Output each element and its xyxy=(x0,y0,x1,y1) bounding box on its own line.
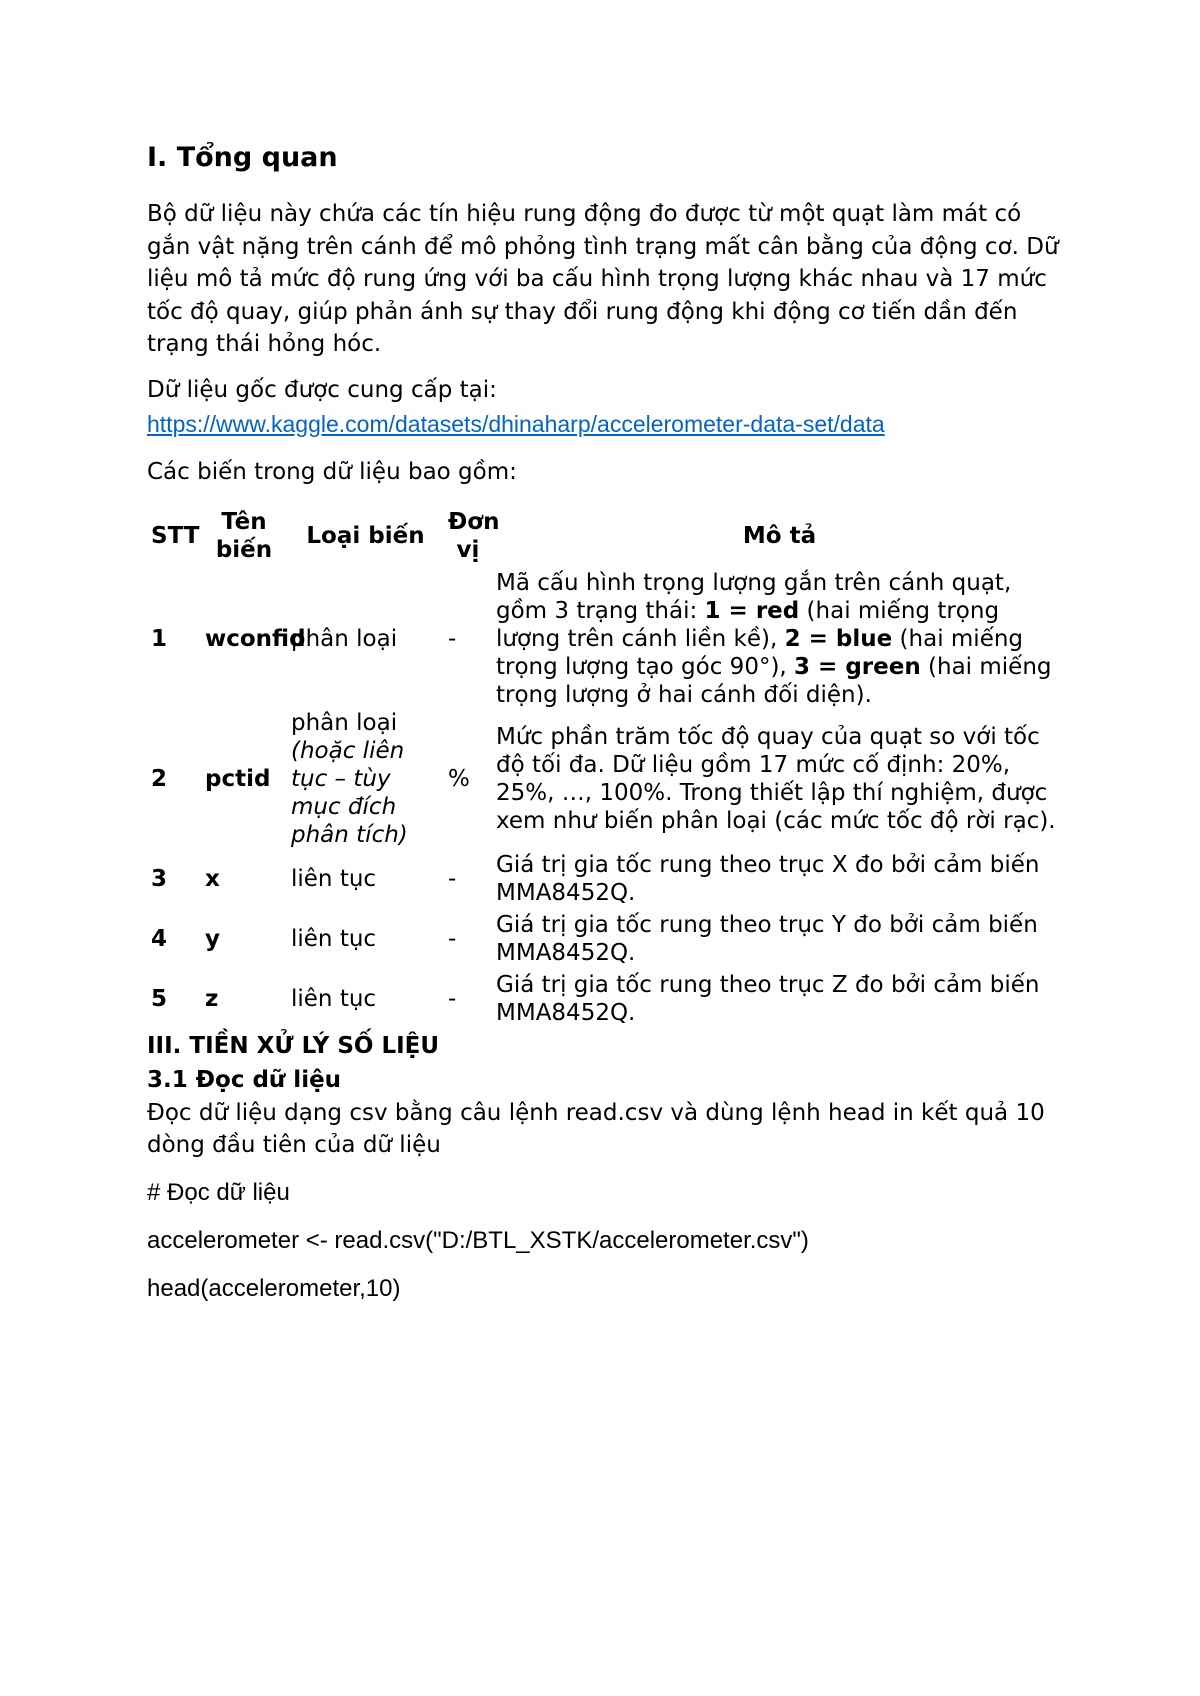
cell-unit: - xyxy=(448,865,457,892)
document-page xyxy=(147,140,1067,1320)
kind-text: phân loại xyxy=(291,709,398,736)
cell-unit: - xyxy=(448,625,457,652)
overview-paragraph: Bộ dữ liệu này chứa các tín hiệu rung động đo được từ một quạt làm mát có gắn vật nặng trên cánh để mô phỏng tình trạng mất cân bằng của động cơ. Dữ liệu mô tả mức độ rung ứng với ba cấu hình trọng lượng khác nhau và 17 mức tốc độ quay, giúp phản ánh sự thay đổi rung động khi động cơ tiến dần đến trạng thái hỏng hóc. xyxy=(147,201,1059,357)
table-header-row xyxy=(147,503,1067,569)
cell-stt: 3 xyxy=(151,865,168,892)
cell-kind: liên tục xyxy=(291,985,377,1012)
cell-desc: Giá trị gia tốc rung theo trục Y đo bởi cảm biến MMA8452Q. xyxy=(496,911,1038,966)
cell-kind: phân loại xyxy=(291,625,398,652)
code-comment-line: # Đọc dữ liệu xyxy=(147,1178,290,1206)
table-row xyxy=(147,969,1067,1029)
cell-kind xyxy=(287,709,444,849)
cell-unit: - xyxy=(448,925,457,952)
table-row xyxy=(147,709,1067,849)
cell-kind: liên tục xyxy=(291,865,377,892)
cell-desc: Giá trị gia tốc rung theo trục X đo bởi cảm biến MMA8452Q. xyxy=(496,851,1040,906)
cell-desc: Giá trị gia tốc rung theo trục Z đo bởi cảm biến MMA8452Q. xyxy=(496,971,1040,1026)
cell-unit: % xyxy=(448,765,470,792)
cell-stt: 5 xyxy=(151,985,168,1012)
desc-text: Mã cấu hình trọng lượng gắn trên cánh quạt, gồm 3 trạng thái: xyxy=(496,569,1012,624)
kaggle-source-link[interactable]: https://www.kaggle.com/datasets/dhinaharp/accelerometer-data-set/data xyxy=(147,410,885,437)
header-stt: STT xyxy=(151,522,200,549)
cell-name: y xyxy=(205,925,220,952)
header-unit: Đơn vị xyxy=(448,508,500,563)
cell-stt: 4 xyxy=(151,925,168,952)
kind-note: (hoặc liên tục – tùy mục đích phân tích) xyxy=(291,737,408,848)
variables-table xyxy=(147,503,1067,1029)
source-label: Dữ liệu gốc được cung cấp tại: xyxy=(147,376,497,403)
cell-name: z xyxy=(205,985,219,1012)
table-row xyxy=(147,849,1067,909)
preprocessing-heading: III. TIỀN XỬ LÝ SỐ LIỆU xyxy=(147,1032,440,1059)
cell-stt: 1 xyxy=(151,625,168,652)
header-kind: Loại biến xyxy=(306,522,425,549)
cell-unit: - xyxy=(448,985,457,1012)
desc-text: (hai miếng trọng lượng tạo góc 90°), xyxy=(496,625,1024,680)
desc-blue: 2 = blue xyxy=(784,625,893,652)
cell-name: x xyxy=(205,865,220,892)
desc-text: (hai miếng trọng lượng trên cánh liền kề), xyxy=(496,597,1000,652)
overview-heading: I. Tổng quan xyxy=(147,142,338,173)
cell-desc: Mức phần trăm tốc độ quay của quạt so với tốc độ tối đa. Dữ liệu gồm 17 mức cố định: 20%, 25%, …, 100%. Trong thiết lập thí nghiệm, được xem như biến phân loại (các mức tốc độ rời rạc). xyxy=(496,723,1056,834)
variables-intro: Các biến trong dữ liệu bao gồm: xyxy=(147,458,517,485)
read-data-paragraph: Đọc dữ liệu dạng csv bằng câu lệnh read.csv và dùng lệnh head in kết quả 10 dòng đầu tiên của dữ liệu xyxy=(147,1099,1045,1158)
table-row xyxy=(147,569,1067,709)
read-data-heading: 3.1 Đọc dữ liệu xyxy=(147,1066,342,1093)
code-read-csv-line: accelerometer <- read.csv("D:/BTL_XSTK/accelerometer.csv") xyxy=(147,1226,809,1254)
desc-green: 3 = green xyxy=(794,653,921,680)
cell-kind: liên tục xyxy=(291,925,377,952)
cell-desc xyxy=(492,569,1067,709)
header-desc: Mô tả xyxy=(742,522,817,549)
desc-red: 1 = red xyxy=(704,597,800,624)
cell-stt: 2 xyxy=(151,765,168,792)
cell-name: pctid xyxy=(205,765,271,792)
code-head-line: head(accelerometer,10) xyxy=(147,1274,401,1302)
desc-text: (hai miếng trọng lượng ở hai cánh đối diện). xyxy=(496,653,1052,708)
cell-name: wconfid xyxy=(205,625,306,652)
table-row xyxy=(147,909,1067,969)
header-name: Tên biến xyxy=(215,508,273,563)
